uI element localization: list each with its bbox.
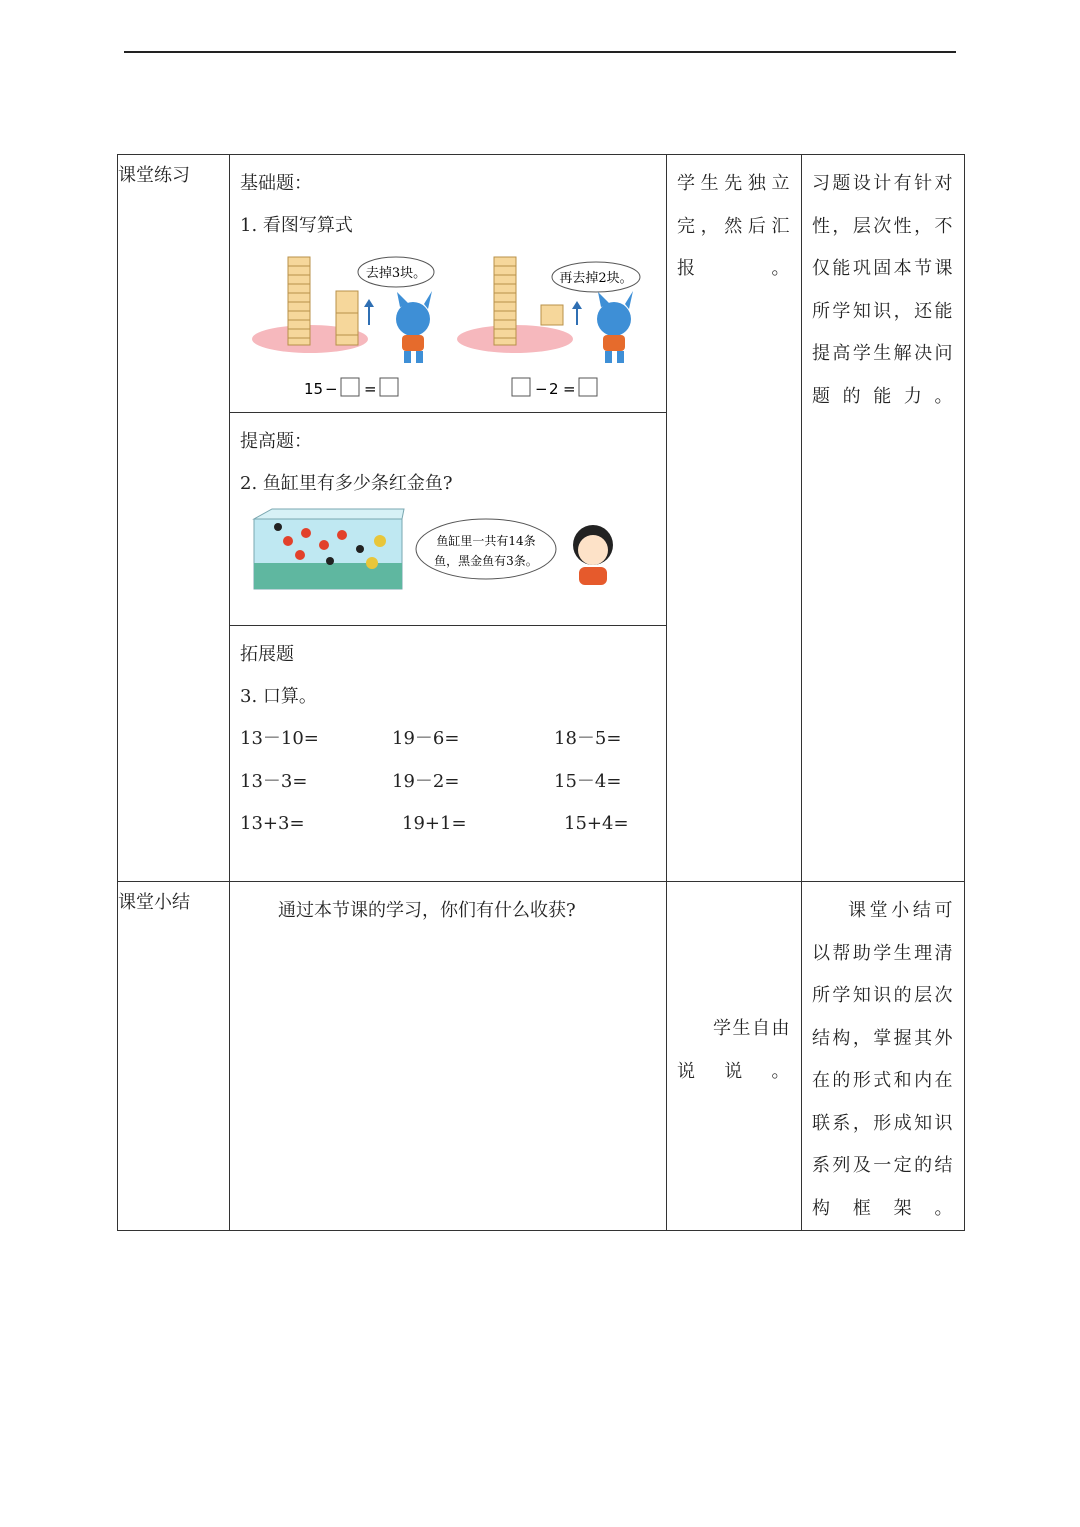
cat-character-icon [597, 291, 633, 363]
practice-row-label: 课堂练习 [118, 155, 230, 882]
equation-2-equals: = [563, 380, 576, 398]
summary-student-text: 学生自由说说。 [677, 1018, 791, 1082]
speech-line-1: 鱼缸里一共有14条 [436, 534, 536, 548]
equation: 15－4= [554, 770, 622, 792]
extension-heading: 拓展题 [240, 644, 294, 665]
equation-2-subtrahend: 2 [549, 380, 559, 398]
answer-box [579, 378, 597, 396]
summary-row-label: 课堂小结 [118, 882, 230, 1231]
equation: 19－2= [392, 770, 460, 792]
question-1: 1. 看图写算式 [240, 215, 353, 236]
summary-intent-text: 课堂小结可以帮助学生理清所学知识的层次结构，掌握其外在的形式和内在联系，形成知识系列及一定的结构框架。 [812, 900, 954, 1219]
speech-bubble-3 [416, 519, 556, 579]
student-activity-text: 学生先独立完，然后汇报。 [677, 173, 791, 279]
practice-design-intent [802, 155, 965, 882]
equation: 13+3= [240, 813, 305, 834]
equation: 15+4= [564, 813, 629, 834]
basic-exercise-cell [230, 155, 667, 413]
speech-line-2: 鱼，黑金鱼有3条。 [434, 554, 538, 568]
equation: 19－6= [392, 728, 460, 749]
equation: 13－10= [240, 728, 319, 749]
summary-content-cell [230, 882, 667, 1231]
block-tower-2 [494, 257, 516, 345]
fish-tank-icon [254, 509, 404, 589]
summary-design-intent [802, 882, 965, 1231]
arrow-head-icon [364, 299, 374, 307]
equation-1-minus: − [325, 380, 338, 398]
header-rule [124, 51, 956, 53]
equation: 18－5= [554, 728, 622, 749]
girl-character-icon [573, 525, 613, 585]
summary-student-activity [667, 882, 802, 1231]
equation: 13－3= [240, 770, 308, 792]
basic-heading: 基础题： [240, 173, 312, 194]
advanced-heading: 提高题： [240, 431, 312, 452]
equation-2-minus: − [535, 380, 548, 398]
bubble-text-1: 去掉3块。 [365, 266, 427, 281]
advanced-exercise-cell [230, 413, 667, 626]
equation-1-minuend: 15 [304, 380, 324, 398]
block-tower-1 [288, 257, 310, 345]
arrow-head-icon [572, 301, 582, 309]
question-2: 2. 鱼缸里有多少条红金鱼? [240, 473, 453, 494]
practice-student-activity [667, 155, 802, 882]
summary-question: 通过本节课的学习，你们有什么收获? [278, 900, 576, 921]
cat-character-icon [396, 291, 432, 363]
design-intent-text: 习题设计有针对性，层次性，不仅能巩固本节课所学知识，还能提高学生解决问题的能力。 [812, 173, 954, 407]
answer-box [380, 378, 398, 396]
answer-box [341, 378, 359, 396]
block-illustration [230, 247, 667, 407]
lesson-plan-table [117, 154, 965, 1231]
extension-exercise-cell [230, 626, 667, 882]
removed-blocks-2 [541, 305, 563, 325]
answer-box [512, 378, 530, 396]
mental-math-grid [240, 718, 656, 846]
equation: 19+1= [402, 813, 467, 834]
bubble-text-2: 再去掉2块。 [559, 271, 633, 286]
equation-1-equals: = [364, 380, 377, 398]
question-3: 3. 口算。 [240, 686, 317, 707]
fish-tank-illustration [230, 505, 667, 605]
removed-blocks-1 [336, 291, 358, 345]
